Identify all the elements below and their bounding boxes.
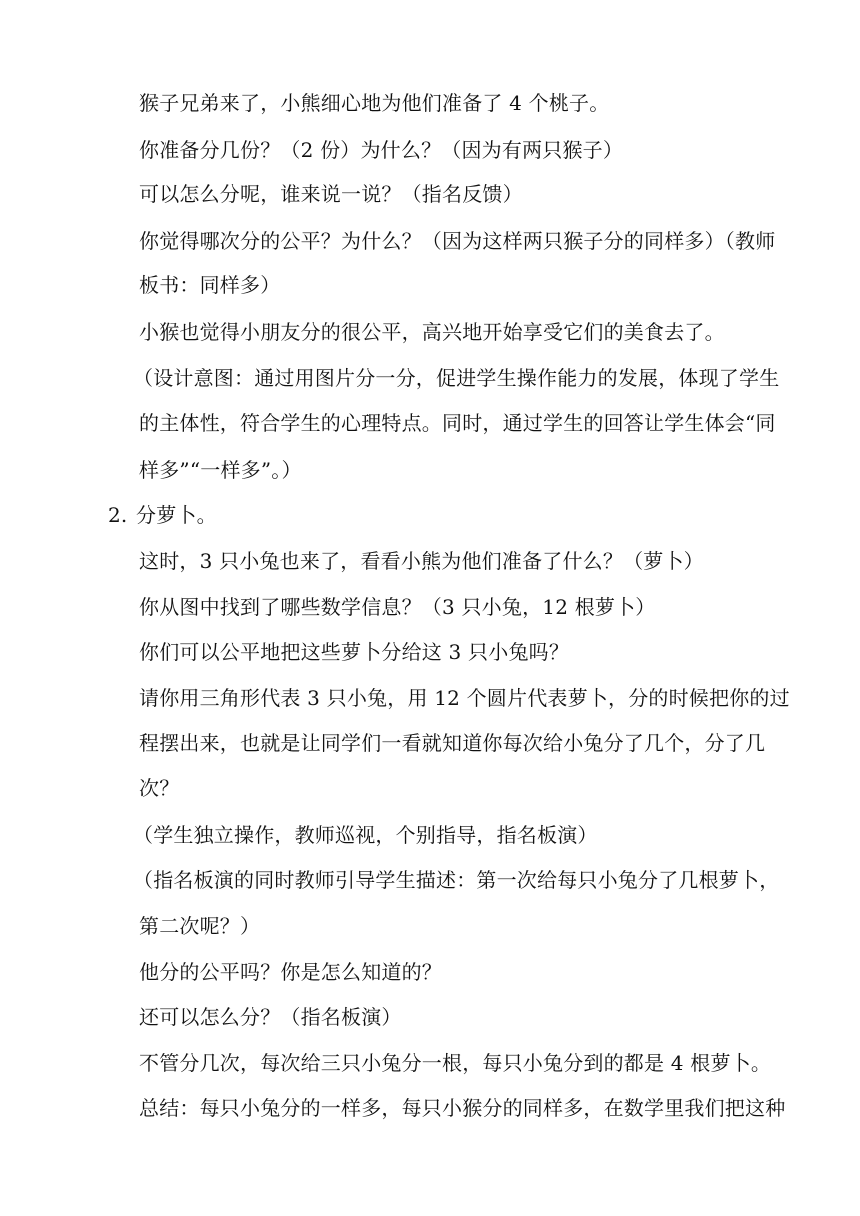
paragraph-line: 还可以怎么分？（指名板演）	[139, 1005, 402, 1029]
paragraph-line: 板书：同样多）	[139, 273, 281, 297]
paragraph-line: 猴子兄弟来了，小熊细心地为他们准备了 4 个桃子。	[139, 91, 610, 115]
list-item-heading	[108, 500, 217, 530]
paragraph-line: 第二次呢？）	[139, 914, 261, 938]
paragraph-line: 请你用三角形代表 3 只小兔，用 12 个圆片代表萝卜，分的时候把你的过	[139, 686, 790, 710]
paragraph-line: 小猴也觉得小朋友分的很公平，高兴地开始享受它们的美食去了。	[139, 320, 725, 344]
list-number: 2.	[108, 503, 128, 527]
paragraph-line: 你准备分几份？（2 份）为什么？（因为有两只猴子）	[139, 138, 624, 162]
paragraph-line: 的主体性，符合学生的心理特点。同时，通过学生的回答让学生体会“同	[139, 411, 776, 435]
paragraph-line: 你们可以公平地把这些萝卜分给这 3 只小兔吗？	[139, 640, 570, 664]
paragraph-line: 次？	[139, 776, 180, 800]
paragraph-line: 可以怎么分呢，谁来说一说？（指名反馈）	[139, 182, 523, 206]
paragraph-line: （学生独立操作，教师巡视，个别指导，指名板演）	[133, 823, 598, 847]
paragraph-line: （指名板演的同时教师引导学生描述：第一次给每只小兔分了几根萝卜，	[133, 868, 780, 892]
paragraph-line: 你从图中找到了哪些数学信息？（3 只小兔，12 根萝卜）	[139, 595, 656, 619]
paragraph-line: 你觉得哪次分的公平？为什么？（因为这样两只猴子分的同样多）（教师	[139, 229, 776, 253]
paragraph-line: 他分的公平吗？你是怎么知道的？	[139, 960, 442, 984]
paragraph-line: 总结：每只小兔分的一样多，每只小猴分的同样多，在数学里我们把这种	[139, 1096, 786, 1120]
paragraph-line: 这时，3 只小兔也来了，看看小熊为他们准备了什么？（萝卜）	[139, 549, 704, 573]
paragraph-line: 样多”“一样多”。）	[139, 458, 302, 482]
paragraph-line: （设计意图：通过用图片分一分，促进学生操作能力的发展，体现了学生	[133, 366, 780, 390]
list-item-title: 分萝卜。	[136, 503, 217, 527]
paragraph-line: 程摆出来，也就是让同学们一看就知道你每次给小兔分了几个，分了几	[139, 731, 766, 755]
paragraph-line: 不管分几次，每次给三只小兔分一根，每只小兔分到的都是 4 根萝卜。	[139, 1051, 772, 1075]
